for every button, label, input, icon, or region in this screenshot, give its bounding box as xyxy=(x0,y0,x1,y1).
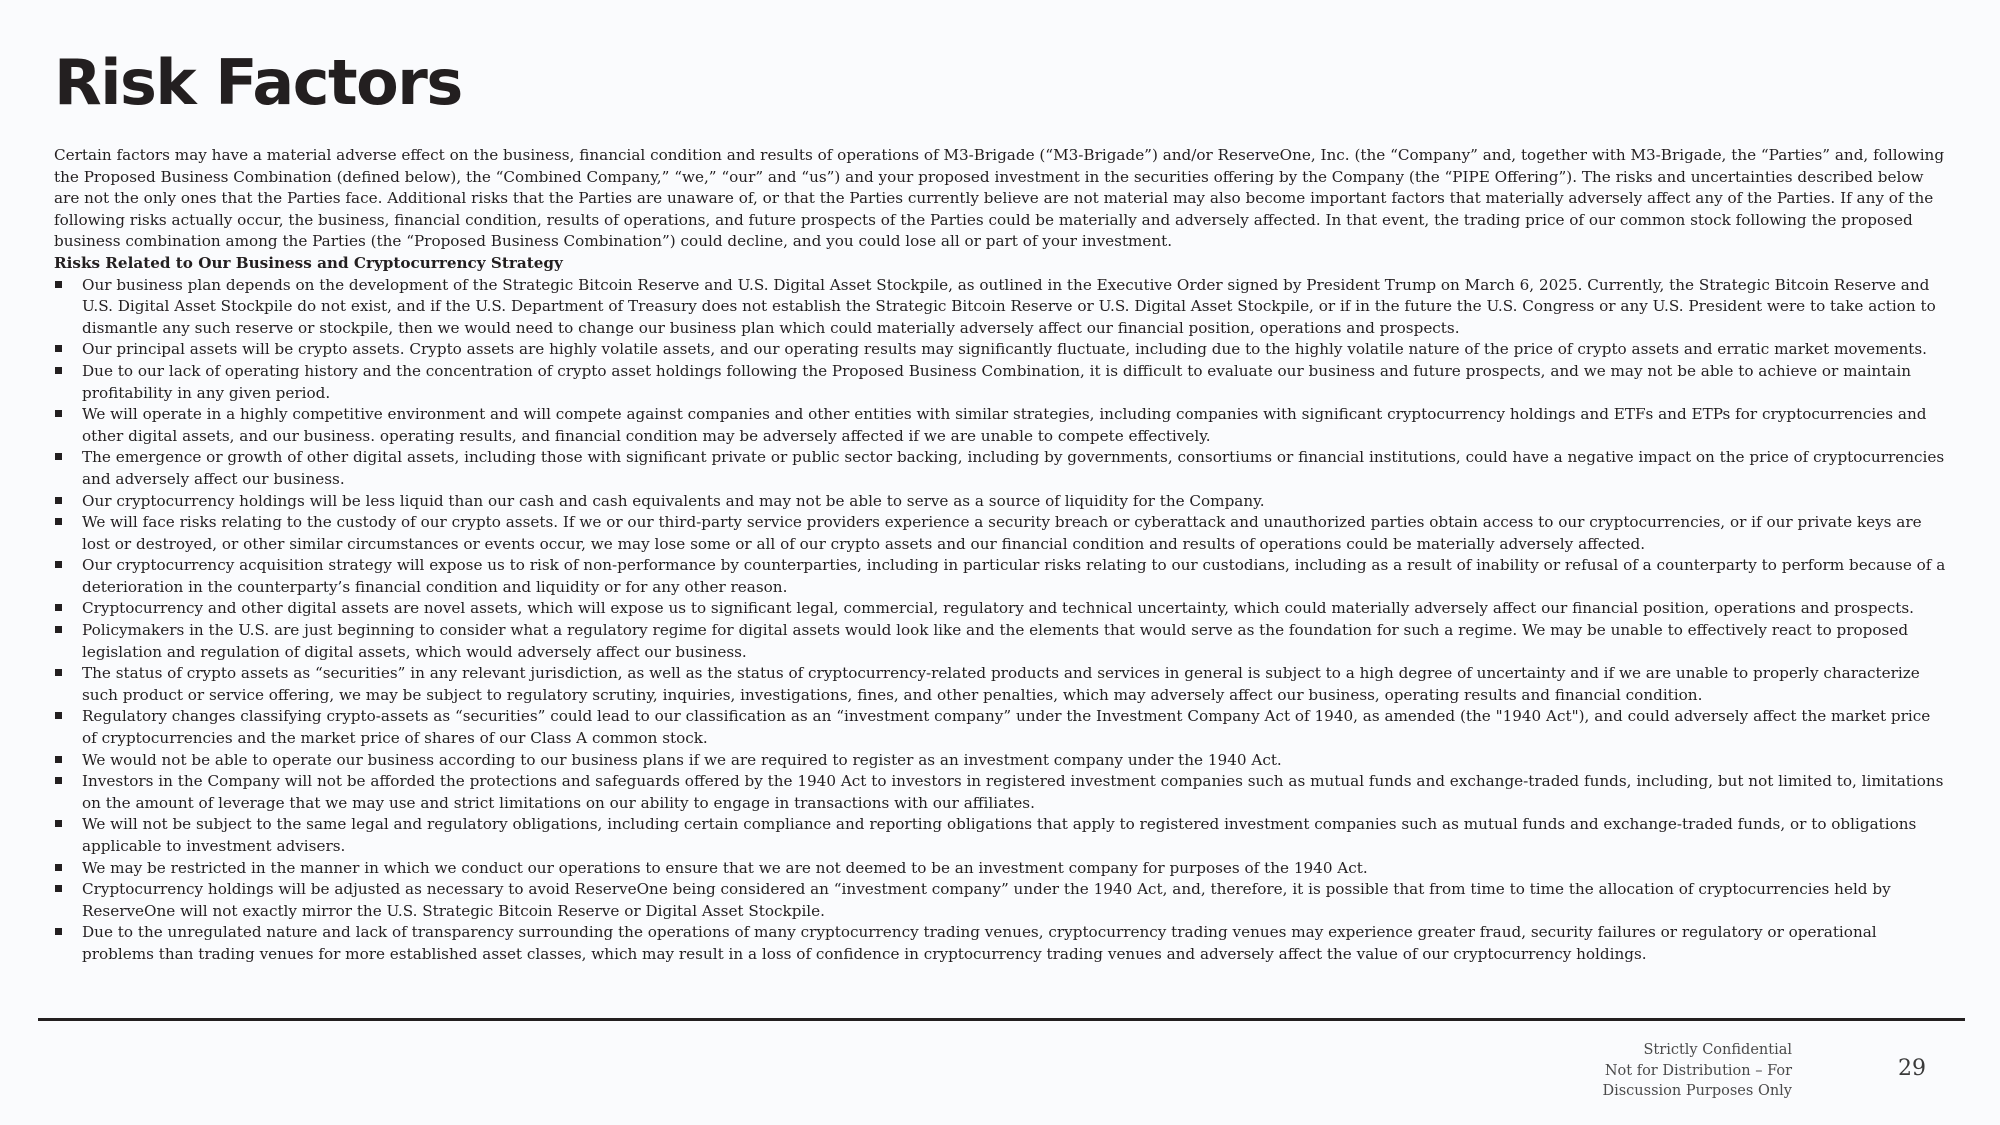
risk-text: Due to our lack of operating history and the concentration of crypto asset holdings following the Proposed Business Combination, it is difficult to evaluate our business and future prospects, and we may not be able to achieve or maintain profitability in any given period. xyxy=(82,361,1912,402)
risk-item xyxy=(54,447,1948,490)
square-bullet-icon xyxy=(55,864,62,871)
square-bullet-icon xyxy=(55,669,62,676)
risk-item xyxy=(54,361,1948,404)
risk-text: We will not be subject to the same legal and regulatory obligations, including certain compliance and reporting obligations that apply to registered investment companies such as mutual funds and exchange-traded funds, or to obligations applicable to investment advisers. xyxy=(82,815,1917,855)
risk-list xyxy=(54,275,1948,966)
square-bullet-icon xyxy=(55,453,62,460)
confidentiality-line: Discussion Purposes Only xyxy=(1602,1083,1792,1099)
risk-text: Investors in the Company will not be afforded the protections and safeguards offered by the 1940 Act to investors in registered investment companies such as mutual funds and exchange-traded funds, including, but not limited to, limitations on the amount of leverage that we may use and strict limitations on our ability to engage in transactions with our affiliates. xyxy=(82,772,1944,812)
risk-text: Regulatory changes classifying crypto-assets as “securities” could lead to our classification as an “investment company” under the Investment Company Act of 1940, as amended (the "1940 Act"), and could adversely affect the market price of cryptocurrencies and the market price of shares of our Class A common stock. xyxy=(82,707,1931,748)
risk-text: Cryptocurrency holdings will be adjusted as necessary to avoid ReserveOne being considered an “investment company” under the 1940 Act, and, therefore, it is possible that from time to time the allocation of cryptocurrencies held by ReserveOne will not exactly mirror the U.S. Strategic Bitcoin Reserve or Digital Asset Stockpile. xyxy=(82,880,1891,920)
risk-item xyxy=(54,706,1948,749)
square-bullet-icon xyxy=(55,626,62,633)
square-bullet-icon xyxy=(55,777,62,784)
risk-text: We may be restricted in the manner in which we conduct our operations to ensure that we are not deemed to be an investment company for purposes of the 1940 Act. xyxy=(82,858,1368,877)
square-bullet-icon xyxy=(55,885,62,892)
page-number: 29 xyxy=(1898,1056,1926,1081)
risk-item xyxy=(54,512,1948,555)
intro-paragraph: Certain factors may have a material adverse effect on the business, financial condition and results of operations of M3-Brigade (“M3-Brigade”) and/or ReserveOne, Inc. (the “Company” and, together with M3-Brigade, the “Parties” and, following the Proposed Business Combination (defined below), the “Combined Company,” “we,” “our” and “us”) and your proposed investment in the securities offering by the Company (the “PIPE Offering”). The risks and uncertainties described below are not the only ones that the Parties face. Additional risks that the Parties are unaware of, or that the Parties currently believe are not material may also become important factors that materially adversely affect any of the Parties. If any of the following risks actually occur, the business, financial condition, results of operations, and future prospects of the Parties could be materially and adversely affected. In that event, the trading price of our common stock following the proposed business combination among the Parties (the “Proposed Business Combination”) could decline, and you could lose all or part of your investment. xyxy=(54,146,1945,251)
risk-item xyxy=(54,750,1948,772)
square-bullet-icon xyxy=(55,281,62,288)
risk-text: The status of crypto assets as “securities” in any relevant jurisdiction, as well as the status of cryptocurrency-related products and services in general is subject to a high degree of uncertainty and if we are unable to properly characterize such product or service offering, we may be subject to regulatory scrutiny, inquiries, investigations, fines, and other penalties, which may adversely affect our business, operating results and financial condition. xyxy=(82,664,1920,704)
risk-text: We will operate in a highly competitive environment and will compete against companies and other entities with similar strategies, including companies with significant cryptocurrency holdings and ETFs and ETPs for cryptocurrencies and other digital assets, and our business. operating results, and financial condition may be adversely affected if we are unable to compete effectively. xyxy=(82,405,1927,445)
risk-content xyxy=(54,145,1948,966)
risk-text: Our cryptocurrency holdings will be less liquid than our cash and cash equivalents and may not be able to serve as a source of liquidity for the Company. xyxy=(82,491,1265,510)
risk-text: Policymakers in the U.S. are just beginning to consider what a regulatory regime for digital assets would look like and the elements that would serve as the foundation for such a regime. We may be unable to effectively react to proposed legislation and regulation of digital assets, which would adversely affect our business. xyxy=(82,621,1909,661)
risk-item xyxy=(54,275,1948,340)
risk-item xyxy=(54,491,1948,513)
square-bullet-icon xyxy=(55,497,62,504)
confidentiality-notice xyxy=(1602,1040,1792,1102)
risk-item xyxy=(54,339,1948,361)
risk-item xyxy=(54,404,1948,447)
risk-text: We would not be able to operate our business according to our business plans if we are required to register as an investment company under the 1940 Act. xyxy=(82,750,1282,769)
risk-item xyxy=(54,922,1948,965)
square-bullet-icon xyxy=(55,561,62,568)
square-bullet-icon xyxy=(55,820,62,827)
section-heading: Risks Related to Our Business and Cryptocurrency Strategy xyxy=(54,253,563,272)
risk-item xyxy=(54,620,1948,663)
risk-item xyxy=(54,598,1948,620)
risk-text: Our cryptocurrency acquisition strategy will expose us to risk of non-performance by counterparties, including in particular risks relating to our custodians, including as a result of inability or refusal of a counterparty to perform because of a deterioration in the counterparty’s financial condition and liquidity or for any other reason. xyxy=(82,556,1946,596)
risk-item xyxy=(54,555,1948,598)
risk-text: Due to the unregulated nature and lack of transparency surrounding the operations of many cryptocurrency trading venues, cryptocurrency trading venues may experience greater fraud, security failures or regulatory or operational problems than trading venues for more established asset classes, which may result in a loss of confidence in cryptocurrency trading venues and adversely affect the value of our cryptocurrency holdings. xyxy=(82,923,1877,963)
footer-divider xyxy=(38,1018,1965,1021)
risk-item xyxy=(54,879,1948,922)
risk-text: Our business plan depends on the development of the Strategic Bitcoin Reserve and U.S. Digital Asset Stockpile, as outlined in the Executive Order signed by President Trump on March 6, 2025. Currently, the Strategic Bitcoin Reserve and U.S. Digital Asset Stockpile do not exist, and if the U.S. Department of Treasury does not establish the Strategic Bitcoin Reserve or U.S. Digital Asset Stockpile, or if in the future the U.S. Congress or any U.S. President were to take action to dismantle any such reserve or stockpile, then we would need to change our business plan which could materially adversely affect our financial position, operations and prospects. xyxy=(82,275,1936,337)
square-bullet-icon xyxy=(55,604,62,611)
square-bullet-icon xyxy=(55,756,62,763)
square-bullet-icon xyxy=(55,367,62,374)
risk-text: Our principal assets will be crypto assets. Crypto assets are highly volatile assets, and our operating results may significantly fluctuate, including due to the highly volatile nature of the price of crypto assets and erratic market movements. xyxy=(82,340,1927,359)
risk-text: We will face risks relating to the custody of our crypto assets. If we or our third-party service providers experience a security breach or cyberattack and unauthorized parties obtain access to our cryptocurrencies, or if our private keys are lost or destroyed, or other similar circumstances or events occur, we may lose some or all of our crypto assets and our financial condition and results of operations could be materially adversely affected. xyxy=(82,513,1922,553)
risk-item xyxy=(54,663,1948,706)
square-bullet-icon xyxy=(55,345,62,352)
risk-text: The emergence or growth of other digital assets, including those with significant private or public sector backing, including by governments, consortiums or financial institutions, could have a negative impact on the price of cryptocurrencies and adversely affect our business. xyxy=(82,448,1945,488)
square-bullet-icon xyxy=(55,518,62,525)
page-title: Risk Factors xyxy=(54,46,462,119)
square-bullet-icon xyxy=(55,410,62,417)
square-bullet-icon xyxy=(55,712,62,719)
square-bullet-icon xyxy=(55,928,62,935)
confidentiality-line: Not for Distribution – For xyxy=(1604,1062,1792,1079)
risk-text: Cryptocurrency and other digital assets are novel assets, which will expose us to significant legal, commercial, regulatory and technical uncertainty, which could materially adversely affect our financial position, operations and prospects. xyxy=(82,599,1914,618)
confidentiality-line: Strictly Confidential xyxy=(1643,1042,1792,1058)
risk-item xyxy=(54,858,1948,880)
risk-item xyxy=(54,771,1948,814)
risk-item xyxy=(54,814,1948,857)
